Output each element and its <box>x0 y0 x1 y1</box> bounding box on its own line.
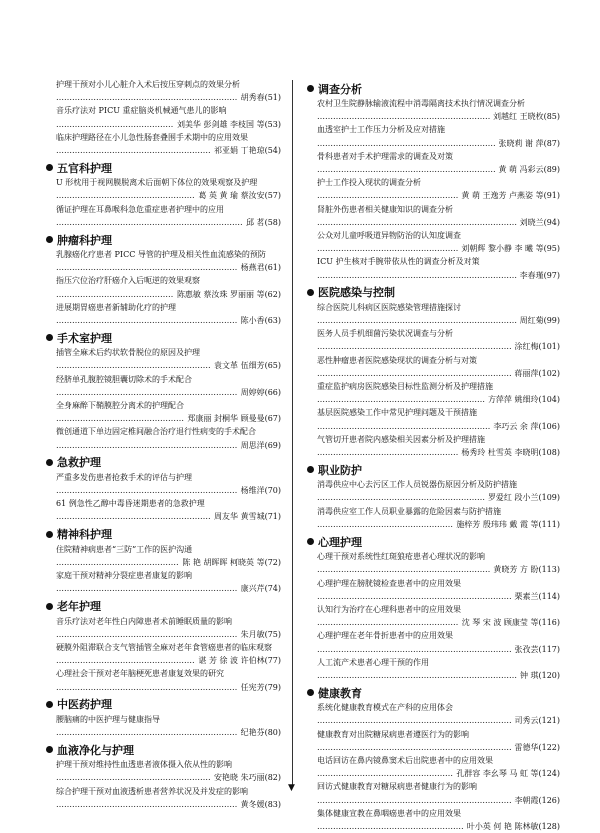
toc-entry[interactable] <box>56 758 281 784</box>
dot-leader <box>317 420 490 433</box>
dot-leader <box>56 771 211 784</box>
toc-entry[interactable] <box>56 78 281 104</box>
toc-entry[interactable] <box>317 380 560 406</box>
bullet-icon <box>46 236 53 243</box>
article-title: 基层医院感染工作中常见护理问题及干预措施 <box>317 408 477 418</box>
section-title: 心理护理 <box>318 535 362 549</box>
author-line <box>317 563 560 576</box>
article-title: 严重多发伤患者抢救手术的评估与护理 <box>56 472 192 482</box>
dot-leader <box>56 91 238 104</box>
toc-entry[interactable] <box>317 629 560 655</box>
authors-and-page: 刘晓兰(94) <box>519 217 560 227</box>
author-line <box>317 616 560 629</box>
toc-entry[interactable] <box>56 497 281 523</box>
author-line <box>56 439 281 452</box>
author-line <box>56 726 281 739</box>
toc-entry[interactable] <box>317 203 560 229</box>
dot-leader <box>317 110 490 123</box>
article-title: ICU 护生核对手腕带依从性的调查分析及对策 <box>317 257 480 267</box>
toc-entry[interactable] <box>317 354 560 380</box>
author-line <box>56 654 281 667</box>
dot-leader <box>317 714 511 727</box>
toc-entry[interactable] <box>56 104 281 130</box>
authors-and-page: 李春瑾(97) <box>519 270 560 280</box>
article-title: 电话回访在鼻内镜鼻窦术后出院患者中的应用效果 <box>317 755 493 765</box>
section-heading <box>46 742 281 757</box>
dot-leader <box>317 242 458 255</box>
authors-and-page: 方萍萍 姚细玲(104) <box>487 395 560 405</box>
toc-entry[interactable] <box>56 543 281 569</box>
article-title: 认知行为治疗在心理科患者中的应用效果 <box>317 604 461 614</box>
toc-entry[interactable] <box>56 274 281 300</box>
section-heading <box>46 599 281 614</box>
authors-and-page: 安艳晓 朱巧丽(82) <box>214 773 281 783</box>
authors-and-page: 沈 琴 宋 波 顾康莹 等(116) <box>461 618 560 628</box>
dot-leader <box>317 446 458 459</box>
article-title: 乳腺癌化疗患者 PICC 导管的护理及相关性血流感染的预防 <box>56 250 266 260</box>
authors-and-page: 陈惠敏 蔡汝珠 罗丽丽 等(62) <box>176 289 281 299</box>
dot-leader <box>317 563 490 576</box>
article-title: 护士工作投入现状的调查分析 <box>317 178 421 188</box>
author-line <box>56 681 281 694</box>
author-line <box>317 518 560 531</box>
toc-entry[interactable] <box>317 97 560 123</box>
article-title: 音乐疗法对老年性白内障患者术前睡眠质量的影响 <box>56 616 232 626</box>
author-line <box>317 393 560 406</box>
section-title: 五官科护理 <box>57 161 112 175</box>
article-title: 61 例急性乙醇中毒昏迷期患者的急救护理 <box>56 499 205 509</box>
article-title: 心理护理在膀胱镜检查患者中的应用效果 <box>317 578 461 588</box>
dot-leader <box>56 386 238 399</box>
authors-and-page: 杨燕君(61) <box>240 263 281 273</box>
toc-entry[interactable] <box>317 229 560 255</box>
author-line <box>56 798 281 811</box>
author-line <box>56 288 281 301</box>
dot-leader <box>56 681 238 694</box>
bullet-icon <box>307 289 314 296</box>
toc-entry[interactable] <box>56 131 281 157</box>
dot-leader <box>317 590 511 603</box>
authors-and-page: 刘美华 彭剑雄 李枝国 等(53) <box>176 119 281 129</box>
toc-entry[interactable] <box>56 248 281 274</box>
authors-and-page: 施梓芳 殷玮玮 戴 霞 等(111) <box>456 519 560 529</box>
authors-and-page: 刘越红 王晓枚(85) <box>493 112 560 122</box>
section-heading <box>46 160 281 175</box>
toc-entry[interactable] <box>56 373 281 399</box>
bullet-icon <box>46 603 53 610</box>
article-title: 插管全麻术后约状软骨脱位的原因及护理 <box>56 348 200 358</box>
section-title: 肿瘤科护理 <box>57 233 112 247</box>
article-title: 循证护理在耳鼻喉科急危重症患者护理中的应用 <box>56 204 224 214</box>
dot-leader <box>56 216 243 229</box>
article-title: 心理护理在老年骨折患者中的应用效果 <box>317 631 453 641</box>
article-title: 人工流产术患者心理干预的作用 <box>317 657 429 667</box>
article-title: 综合护理干预对血液透析患者营养状况及并发症的影响 <box>56 786 248 796</box>
dot-leader <box>56 510 211 523</box>
dot-leader <box>317 163 495 176</box>
dot-leader <box>317 340 511 353</box>
author-line <box>56 189 281 202</box>
toc-entry[interactable] <box>317 577 560 603</box>
author-line <box>56 386 281 399</box>
right-toc-column <box>307 78 560 833</box>
authors-and-page: 周思洋(69) <box>240 440 281 450</box>
authors-and-page: 杨维洋(70) <box>240 486 281 496</box>
author-line <box>317 367 560 380</box>
bullet-icon <box>307 466 314 473</box>
article-title: 综合医院儿科病区医院感染管理措施探讨 <box>317 302 461 312</box>
article-title: 临床护理路径在小儿急性肠套叠围手术期中的应用效果 <box>56 132 248 142</box>
article-title: 护理干预对维持性血透患者液体摄入依从性的影响 <box>56 760 232 770</box>
author-line <box>317 794 560 807</box>
dot-leader <box>317 491 485 504</box>
author-line <box>56 359 281 372</box>
article-title: 健康教育对出院糖尿病患者遵医行为的影响 <box>317 729 469 739</box>
toc-entry[interactable] <box>317 656 560 682</box>
toc-entry[interactable] <box>317 728 560 754</box>
article-title: 系统化健康教育模式在产科的应用体会 <box>317 703 453 713</box>
dot-leader <box>56 582 238 595</box>
author-line <box>317 269 560 282</box>
article-title: 肾脏外伤患者相关健康知识的调查分析 <box>317 204 453 214</box>
authors-and-page: 黄 萌 王逸芳 卢燕姿 等(91) <box>461 191 560 201</box>
dot-leader <box>56 726 238 739</box>
section-heading <box>307 462 560 477</box>
dot-leader <box>317 216 517 229</box>
author-line <box>56 144 281 157</box>
author-line <box>317 669 560 682</box>
dot-leader <box>56 484 238 497</box>
toc-entry[interactable] <box>317 255 560 281</box>
authors-and-page: 祁亚娟 丁艳琼(54) <box>214 146 281 156</box>
author-line <box>56 771 281 784</box>
toc-entry[interactable] <box>317 478 560 504</box>
dot-leader <box>317 820 464 833</box>
column-divider <box>292 80 293 786</box>
article-title: 农村卫生院静脉输液流程中消毒隔离技术执行情况调查分析 <box>317 99 525 108</box>
down-arrow-icon: ▼ <box>288 783 295 793</box>
section-title: 调查分析 <box>318 82 362 96</box>
toc-entry[interactable] <box>56 399 281 425</box>
author-line <box>317 137 560 150</box>
authors-and-page: 司秀云(121) <box>514 716 560 726</box>
dot-leader <box>56 628 238 641</box>
dot-leader <box>56 654 195 667</box>
dot-leader <box>317 767 453 780</box>
toc-entry[interactable] <box>317 780 560 806</box>
dot-leader <box>317 367 511 380</box>
toc-entry[interactable] <box>56 785 281 811</box>
bullet-icon <box>307 689 314 696</box>
authors-and-page: 罗爱红 段小兰(109) <box>487 493 560 503</box>
authors-and-page: 黄晓芳 方 盼(113) <box>493 565 560 575</box>
author-line <box>56 261 281 274</box>
authors-and-page: 孔群容 李幺琴 马 虹 等(124) <box>456 769 560 779</box>
toc-entry[interactable] <box>317 603 560 629</box>
authors-and-page: 郑康丽 封桐华 顾曼曼(67) <box>187 414 281 424</box>
authors-and-page: 李朝霞(126) <box>514 795 560 805</box>
toc-entry[interactable] <box>317 176 560 202</box>
toc-entry[interactable] <box>56 569 281 595</box>
article-title: 消毒供应中心去污区工作人员锐器伤原因分析及防护措施 <box>317 480 517 490</box>
section-heading <box>307 285 560 300</box>
toc-entry[interactable] <box>317 754 560 780</box>
article-title: 腰脑痛的中医护理与健康指导 <box>56 714 160 724</box>
toc-entry[interactable] <box>317 701 560 727</box>
article-title: 全身麻醉下鞘膜腔分离术的护理配合 <box>56 401 184 411</box>
dot-leader <box>317 616 459 629</box>
article-title: 指压穴位治疗肝癌介入后呃逆的效果观察 <box>56 276 200 286</box>
dot-leader <box>56 556 179 569</box>
dot-leader <box>56 439 238 452</box>
authors-and-page: 谌 芳 徐 波 许伯林(77) <box>198 656 281 666</box>
dot-leader <box>56 261 238 274</box>
authors-and-page: 纪艳芬(80) <box>240 727 281 737</box>
authors-and-page: 陈 艳 胡晖晖 柯晓英 等(72) <box>182 557 281 567</box>
author-line <box>317 189 560 202</box>
toc-entry[interactable] <box>56 346 281 372</box>
bullet-icon <box>307 538 314 545</box>
authors-and-page: 黄冬媛(83) <box>240 799 281 809</box>
authors-and-page: 周友华 黄雪城(71) <box>214 512 281 522</box>
section-heading <box>46 330 281 345</box>
dot-leader <box>56 314 238 327</box>
authors-and-page: 任宪芳(79) <box>240 682 281 692</box>
toc-entry[interactable] <box>317 505 560 531</box>
toc-entry[interactable] <box>56 301 281 327</box>
author-line <box>56 556 281 569</box>
bullet-icon <box>46 746 53 753</box>
section-title: 中医药护理 <box>57 698 112 712</box>
toc-entry[interactable] <box>317 301 560 327</box>
toc-entry[interactable] <box>56 471 281 497</box>
author-line <box>317 820 560 833</box>
dot-leader <box>56 118 174 131</box>
author-line <box>56 314 281 327</box>
bullet-icon <box>46 164 53 171</box>
author-line <box>317 741 560 754</box>
article-title: 硬膜外阻滞联合支气管插管全麻对老年食管癌患者的临床观察 <box>56 642 272 652</box>
dot-leader <box>317 314 517 327</box>
article-title: U 形枕用于视网膜脱离术后面朝下体位的效果观察及护理 <box>56 178 258 188</box>
authors-and-page: 叶小英 何 艳 陈林敏(128) <box>466 821 560 831</box>
author-line <box>56 118 281 131</box>
authors-and-page: 栗素兰(114) <box>514 591 560 601</box>
authors-and-page: 张孜芸(117) <box>514 644 560 654</box>
authors-and-page: 康兴芹(74) <box>240 584 281 594</box>
author-line <box>317 216 560 229</box>
section-heading <box>46 527 281 542</box>
toc-entry[interactable] <box>317 550 560 576</box>
authors-and-page: 杨秀玲 杜雪英 李晓明(108) <box>461 448 560 458</box>
bullet-icon <box>46 531 53 538</box>
author-line <box>56 484 281 497</box>
author-line <box>317 491 560 504</box>
article-title: 住院精神病患者“三防”工作的医护沟通 <box>56 544 193 554</box>
section-title: 老年护理 <box>57 600 101 613</box>
author-line <box>317 110 560 123</box>
section-heading <box>307 534 560 549</box>
authors-and-page: 胡秀春(51) <box>240 93 281 103</box>
bullet-icon <box>307 85 314 92</box>
dot-leader <box>317 794 511 807</box>
article-title: 骨科患者对手术护理需求的调查及对策 <box>317 151 453 161</box>
toc-entry[interactable] <box>317 123 560 149</box>
bullet-icon <box>46 701 53 708</box>
authors-and-page: 刘朝辉 黎小静 李 曦 等(95) <box>461 244 560 254</box>
section-title: 健康教育 <box>318 686 362 700</box>
author-line <box>317 446 560 459</box>
authors-and-page: 涂红梅(101) <box>514 342 560 352</box>
dot-leader <box>317 643 511 656</box>
author-line <box>56 628 281 641</box>
author-line <box>317 590 560 603</box>
author-line <box>56 216 281 229</box>
article-title: 回访式健康教育对糖尿病患者健康行为的影响 <box>317 782 477 792</box>
toc-entry[interactable] <box>317 150 560 176</box>
article-title: 消毒供应室工作人员职业暴露的危险因素与防护措施 <box>317 506 501 516</box>
authors-and-page: 周婷婷(66) <box>240 387 281 397</box>
toc-entry[interactable] <box>56 176 281 202</box>
section-title: 医院感染与控制 <box>318 286 395 300</box>
section-heading <box>307 81 560 96</box>
bullet-icon <box>46 459 53 466</box>
dot-leader <box>317 518 453 531</box>
authors-and-page: 李巧云 余 萍(106) <box>493 421 560 431</box>
article-title: 微创通道下单边固定椎间融合治疗退行性病变的手术配合 <box>56 427 256 437</box>
toc-entry[interactable] <box>56 425 281 451</box>
article-title: 经脐单孔腹腔镜胆囊切除术的手术配合 <box>56 374 192 384</box>
toc-entry[interactable] <box>317 327 560 353</box>
toc-entry[interactable] <box>317 807 560 833</box>
toc-entry[interactable] <box>317 406 560 432</box>
section-heading <box>307 685 560 700</box>
dot-leader <box>317 189 458 202</box>
dot-leader <box>56 798 238 811</box>
section-title: 职业防护 <box>318 463 362 477</box>
author-line <box>56 412 281 425</box>
author-line <box>317 340 560 353</box>
authors-and-page: 雷德华(122) <box>514 742 560 752</box>
left-toc-column <box>46 78 281 811</box>
section-heading <box>46 697 281 712</box>
author-line <box>317 163 560 176</box>
dot-leader <box>56 288 174 301</box>
dot-leader <box>317 137 495 150</box>
article-title: 公众对儿童呼吸道异物防治的认知度调查 <box>317 231 461 241</box>
dot-leader <box>56 144 211 157</box>
article-title: 心理干预对系统性红斑狼疮患者心理状况的影响 <box>317 552 485 562</box>
section-heading <box>46 232 281 247</box>
author-line <box>317 643 560 656</box>
article-title: 家庭干预对精神分裂症患者康复的影响 <box>56 571 192 581</box>
authors-and-page: 袁文革 伍细芳(65) <box>214 361 281 371</box>
dot-leader <box>317 669 517 682</box>
dot-leader <box>317 269 517 282</box>
article-title: 进展期胃癌患者新辅助化疗的护理 <box>56 302 176 312</box>
authors-and-page: 周红菊(99) <box>519 316 560 326</box>
author-line <box>56 582 281 595</box>
author-line <box>317 714 560 727</box>
article-title: 心理社会干预对老年脑梗死患者康复效果的研究 <box>56 669 224 679</box>
article-title: 血透室护士工作压力分析及应对措施 <box>317 125 445 135</box>
authors-and-page: 蒋丽萍(102) <box>514 368 560 378</box>
toc-entry[interactable] <box>56 203 281 229</box>
author-line <box>317 767 560 780</box>
section-heading <box>46 455 281 470</box>
authors-and-page: 黄 萌 冯彩云(89) <box>498 165 560 175</box>
article-title: 重症监护病房医院感染目标性监测分析及护理措施 <box>317 382 493 392</box>
article-title: 音乐疗法对 PICU 重症脑炎机械通气患儿的影响 <box>56 106 227 116</box>
dot-leader <box>56 359 211 372</box>
section-title: 精神科护理 <box>57 528 112 542</box>
author-line <box>317 314 560 327</box>
toc-entry[interactable] <box>317 433 560 459</box>
toc-entry[interactable] <box>56 667 281 693</box>
authors-and-page: 朱月敏(75) <box>240 629 281 639</box>
article-title: 集体健康宣教在鼻咽癌患者中的应用效果 <box>317 808 461 818</box>
dot-leader <box>317 741 511 754</box>
authors-and-page: 葛 英 黄 瑜 蔡汝安(57) <box>198 191 281 201</box>
author-line <box>317 420 560 433</box>
authors-and-page: 钟 琪(120) <box>519 670 560 680</box>
author-line <box>56 91 281 104</box>
author-line <box>56 510 281 523</box>
authors-and-page: 邱 茗(58) <box>246 217 281 227</box>
article-title: 气管切开患者院内感染相关因素分析及护理措施 <box>317 434 485 444</box>
toc-entry[interactable] <box>56 713 281 739</box>
article-title: 恶性肿瘤患者医院感染现状的调查分析与对策 <box>317 355 477 365</box>
section-title: 手术室护理 <box>57 331 112 345</box>
toc-entry[interactable] <box>56 641 281 667</box>
article-title: 医务人员手机细菌污染状况调查与分析 <box>317 329 453 339</box>
section-title: 急救护理 <box>57 456 101 470</box>
authors-and-page: 张晓莉 谢 萍(87) <box>498 138 560 148</box>
section-title: 血液净化与护理 <box>57 743 134 757</box>
dot-leader <box>317 393 485 406</box>
bullet-icon <box>46 334 53 341</box>
author-line <box>317 242 560 255</box>
article-title: 护理干预对小儿心脏介入术后按压穿刺点的效果分析 <box>56 80 240 89</box>
authors-and-page: 陈小香(63) <box>240 316 281 326</box>
dot-leader <box>56 412 184 425</box>
dot-leader <box>56 189 195 202</box>
toc-entry[interactable] <box>56 615 281 641</box>
